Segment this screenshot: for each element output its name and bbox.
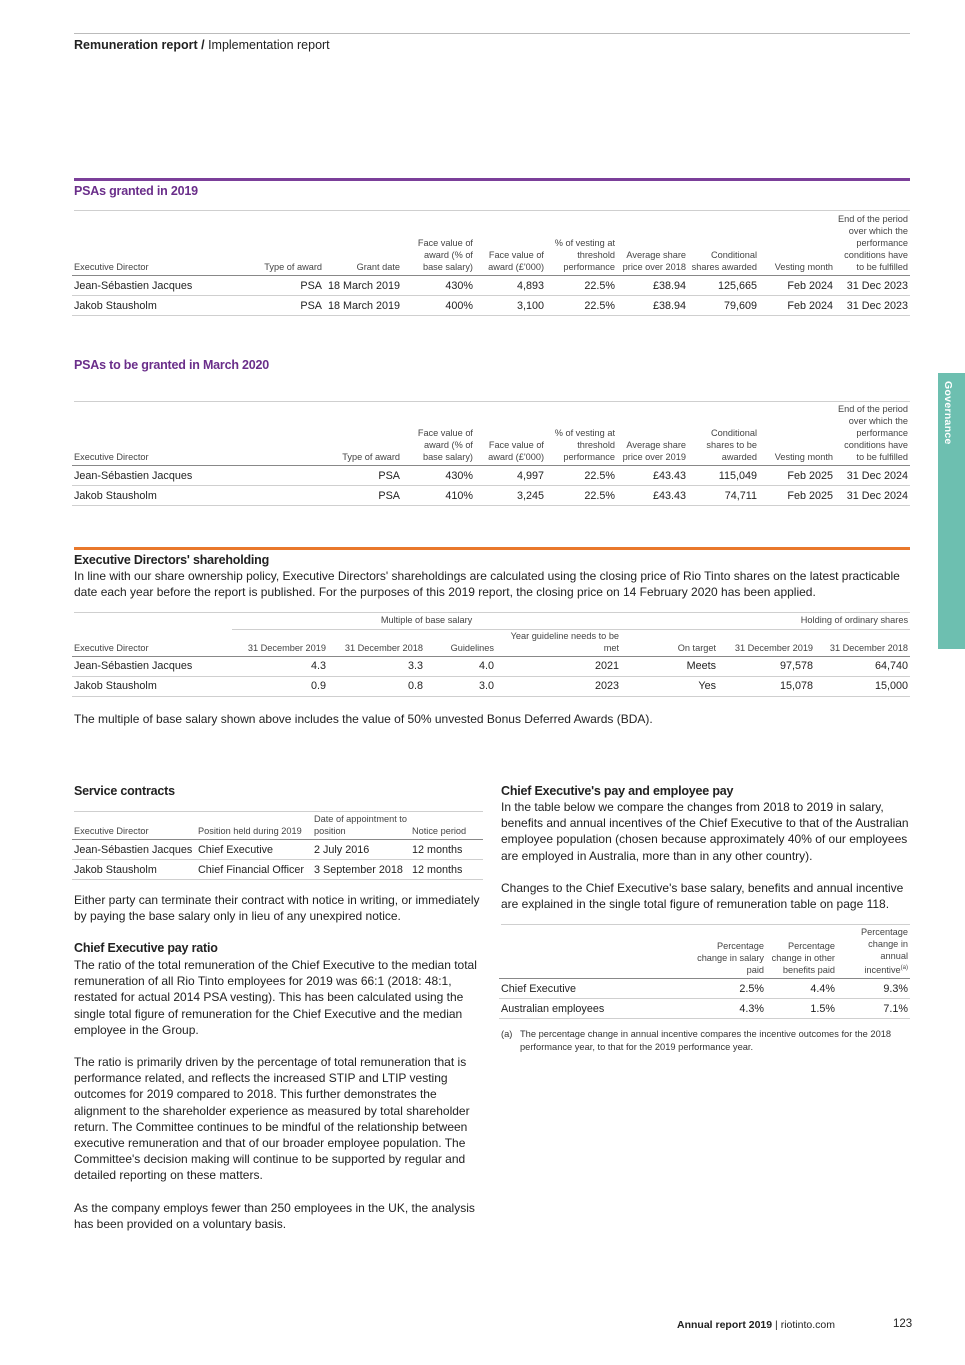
shareholding-title: Executive Directors' shareholding (74, 553, 270, 567)
table-cell: 4.0 (425, 656, 496, 676)
col-header: % of vesting at threshold performance (546, 403, 617, 466)
psa2020-top-rule (74, 401, 910, 402)
psa2019-header-row (72, 213, 910, 276)
table-cell: 3 September 2018 (312, 860, 410, 880)
table-cell: Chief Executive (499, 979, 695, 999)
table-cell: 22.5% (546, 276, 617, 296)
ratio-paragraph-3: As the company employs fewer than 250 employees in the UK, the analysis has been provided on a voluntary basis. (74, 1201, 475, 1232)
col-header: Face value of award (£'000) (475, 213, 546, 276)
table-cell: 79,609 (688, 296, 759, 316)
col-header: Executive Director (72, 629, 232, 656)
ceo-pay-title: Chief Executive's pay and employee pay (501, 784, 734, 798)
col-header: 31 December 2019 (232, 629, 328, 656)
governance-tab-label: Governance (942, 381, 954, 445)
table-cell: Australian employees (499, 999, 695, 1019)
table-row (72, 486, 910, 506)
table-cell: 18 March 2019 (324, 296, 402, 316)
col-header: Percentage change in other benefits paid (766, 926, 837, 979)
ratio-title: Chief Executive pay ratio (74, 941, 218, 955)
footer (677, 1319, 835, 1331)
col-header (499, 926, 695, 979)
table-cell: Feb 2025 (759, 486, 835, 506)
footnote-text: The percentage change in annual incentive compares the incentive outcomes for the 2018 performance year, to that for the 2019 performance year. (520, 1029, 892, 1052)
shareholding-note: The multiple of base salary shown above includes the value of 50% unvested Bonus Deferred Awards (BDA). (74, 712, 653, 726)
table-cell: 31 Dec 2024 (835, 466, 910, 486)
table-cell: 3.3 (328, 656, 425, 676)
col-header: End of the period over which the performance conditions have to be fulfilled (835, 403, 910, 466)
header-subsection: Implementation report (208, 38, 330, 52)
ceo-pay-paragraph-2: Changes to the Chief Executive's base salary, benefits and annual incentive are explained in the single total figure of remuneration table on page 118. (501, 881, 904, 912)
table-cell: 3.0 (425, 676, 496, 696)
table-cell: 4,997 (475, 466, 546, 486)
footer-separator: | (775, 1319, 778, 1331)
header-section: Remuneration report / (74, 38, 205, 52)
table-cell: Jean-Sébastien Jacques (72, 656, 232, 676)
table-cell: 4.4% (766, 979, 837, 999)
service-top-rule (74, 811, 483, 812)
table-cell: Meets (621, 656, 718, 676)
table-cell: PSA (324, 486, 402, 506)
shareholding-table (72, 613, 910, 697)
col-header-annual-incentive (837, 926, 910, 979)
table-row (72, 276, 910, 296)
table-cell: £38.94 (617, 276, 688, 296)
col-header: 31 December 2018 (328, 629, 425, 656)
table-cell: 7.1% (837, 999, 910, 1019)
table-cell: 3,245 (475, 486, 546, 506)
table-cell: Jakob Stausholm (72, 486, 324, 506)
ratio-paragraph-2: The ratio is primarily driven by the percentage of total remuneration that is performance related, and reflects the increased STIP and LTIP vesting outcomes for 2019 compared to 2018. This further demonstrates the alignment to the shareholder experience as measured by total shareholder return. The Committee continues to be mindful of the relationship between executive remuneration and that of our broader employee population. The Committee's decision making will continue to be supported by regular and detailed reporting on these matters. (74, 1055, 470, 1183)
col-header: Vesting month (759, 403, 835, 466)
table-cell: £43.43 (617, 486, 688, 506)
table-cell: PSA (324, 466, 402, 486)
table-cell: 430% (402, 466, 475, 486)
table-cell: 15,000 (815, 676, 910, 696)
col-header: Type of award (248, 213, 324, 276)
header-rule (74, 33, 910, 34)
col-header: Grant date (324, 213, 402, 276)
col-header: Executive Director (72, 213, 248, 276)
table-cell: 22.5% (546, 486, 617, 506)
psa2019-rule (74, 178, 910, 181)
table-row (72, 466, 910, 486)
table-row (499, 999, 910, 1019)
footer-site[interactable]: riotinto.com (780, 1319, 835, 1331)
table-cell: Feb 2025 (759, 466, 835, 486)
table-cell: Jean-Sébastien Jacques (72, 840, 196, 860)
psa2020-table (72, 403, 910, 506)
service-header-row (72, 813, 483, 840)
table-cell: 74,711 (688, 486, 759, 506)
col-header: Conditional shares to be awarded (688, 403, 759, 466)
table-cell: 0.8 (328, 676, 425, 696)
ceo-pay-table (499, 926, 910, 1019)
col-header: Guidelines (425, 629, 496, 656)
col-header: Face value of award (£'000) (475, 403, 546, 466)
psa2020-header-row (72, 403, 910, 466)
group-multiple-of-base-salary: Multiple of base salary (232, 613, 621, 629)
table-cell: 2023 (496, 676, 621, 696)
table-cell: 4.3 (232, 656, 328, 676)
col-header: Notice period (410, 813, 483, 840)
table-row (72, 676, 910, 696)
table-cell: 31 Dec 2024 (835, 486, 910, 506)
col-header: Average share price over 2019 (617, 403, 688, 466)
table-cell: 115,049 (688, 466, 759, 486)
col-header: 31 December 2019 (718, 629, 815, 656)
table-row (72, 840, 483, 860)
ceo-pay-top-rule (501, 924, 910, 925)
service-table (72, 813, 483, 880)
col-header: Conditional shares awarded (688, 213, 759, 276)
table-cell: 2.5% (695, 979, 766, 999)
table-cell: 31 Dec 2023 (835, 276, 910, 296)
table-cell: Chief Executive (196, 840, 312, 860)
psa2019-table (72, 213, 910, 316)
col-header: End of the period over which the performance conditions have to be fulfilled (835, 213, 910, 276)
table-row (72, 296, 910, 316)
psa2020-title: PSAs to be granted in March 2020 (74, 358, 270, 372)
footnote-label: (a) (501, 1029, 513, 1039)
table-cell: PSA (248, 296, 324, 316)
table-cell: Jean-Sébastien Jacques (72, 276, 248, 296)
table-row (72, 860, 483, 880)
table-cell: 15,078 (718, 676, 815, 696)
table-cell: Jakob Stausholm (72, 860, 196, 880)
table-cell: £43.43 (617, 466, 688, 486)
psa2019-title: PSAs granted in 2019 (74, 184, 198, 198)
psa2019-top-rule (74, 210, 910, 211)
table-cell: 4,893 (475, 276, 546, 296)
table-cell: 97,578 (718, 656, 815, 676)
col-header: Face value of award (% of base salary) (402, 213, 475, 276)
shareholding-header-row (72, 629, 910, 656)
table-cell: Jean-Sébastien Jacques (72, 466, 324, 486)
table-cell: 2 July 2016 (312, 840, 410, 860)
col-header: Percentage change in annual incentive (861, 927, 908, 976)
col-header: Percentage change in salary paid (695, 926, 766, 979)
shareholding-intro: In line with our share ownership policy, Executive Directors' shareholdings are calculated using the closing price of Rio Tinto shares on the latest practicable date each year before the report is published. For the purposes of this 2019 report, the closing price on 14 February 2020 has been applied. (74, 569, 900, 600)
col-header: Average share price over 2018 (617, 213, 688, 276)
table-row (499, 979, 910, 999)
table-cell: 400% (402, 296, 475, 316)
table-cell: 125,665 (688, 276, 759, 296)
table-row (72, 656, 910, 676)
table-cell: 64,740 (815, 656, 910, 676)
governance-tab[interactable] (938, 373, 965, 649)
col-header: Executive Director (72, 813, 196, 840)
col-header: % of vesting at threshold performance (546, 213, 617, 276)
service-text: Either party can terminate their contract with notice in writing, or immediately by paying the base salary only in lieu of any unexpired notice. (74, 893, 480, 924)
table-cell: Feb 2024 (759, 296, 835, 316)
table-cell: Chief Financial Officer (196, 860, 312, 880)
ceo-pay-header-row (499, 926, 910, 979)
page-header (74, 38, 330, 52)
col-header: Position held during 2019 (196, 813, 312, 840)
table-cell: 3,100 (475, 296, 546, 316)
col-header: Type of award (324, 403, 402, 466)
table-cell: 22.5% (546, 466, 617, 486)
table-cell: Jakob Stausholm (72, 676, 232, 696)
col-header: Vesting month (759, 213, 835, 276)
table-cell: 410% (402, 486, 475, 506)
shareholding-rule (74, 547, 910, 550)
col-header: Date of appointment to position (312, 813, 410, 840)
col-header: 31 December 2018 (815, 629, 910, 656)
ceo-pay-paragraph-1: In the table below we compare the changes from 2018 to 2019 in salary, benefits and annual incentives of the Chief Executive to that of the Australian employee population (chosen because approximately 40% of our employees are employed in Australia, more than in any other country). (501, 800, 909, 863)
table-cell: 9.3% (837, 979, 910, 999)
table-cell: Feb 2024 (759, 276, 835, 296)
col-header: Year guideline needs to be met (496, 629, 621, 656)
table-cell: Jakob Stausholm (72, 296, 248, 316)
table-cell: 18 March 2019 (324, 276, 402, 296)
table-cell: 1.5% (766, 999, 837, 1019)
ratio-paragraph-1: The ratio of the total remuneration of the Chief Executive to the median total remuneration of all Rio Tinto employees for 2019 was 66:1 (2018: 48:1, restated for actual 2014 PSA vesting). This has been calculated using the single total figure of remuneration for the Chief Executive and the median employee in the Group. (74, 958, 477, 1037)
table-cell: 31 Dec 2023 (835, 296, 910, 316)
table-cell: 4.3% (695, 999, 766, 1019)
footer-report: Annual report 2019 (677, 1319, 773, 1331)
shareholding-group-row (72, 613, 910, 629)
table-cell: Yes (621, 676, 718, 696)
footnote-marker: (a) (900, 965, 908, 972)
table-cell: £38.94 (617, 296, 688, 316)
table-cell: 2021 (496, 656, 621, 676)
table-cell: 0.9 (232, 676, 328, 696)
table-cell: 430% (402, 276, 475, 296)
group-holding-of-ordinary-shares: Holding of ordinary shares (718, 613, 910, 629)
table-cell: PSA (248, 276, 324, 296)
table-cell: 12 months (410, 860, 483, 880)
col-header: Executive Director (72, 403, 324, 466)
col-header: Face value of award (% of base salary) (402, 403, 475, 466)
page-number: 123 (893, 1318, 913, 1330)
table-cell: 22.5% (546, 296, 617, 316)
table-cell: 12 months (410, 840, 483, 860)
service-title: Service contracts (74, 784, 175, 798)
col-header: On target (621, 629, 718, 656)
